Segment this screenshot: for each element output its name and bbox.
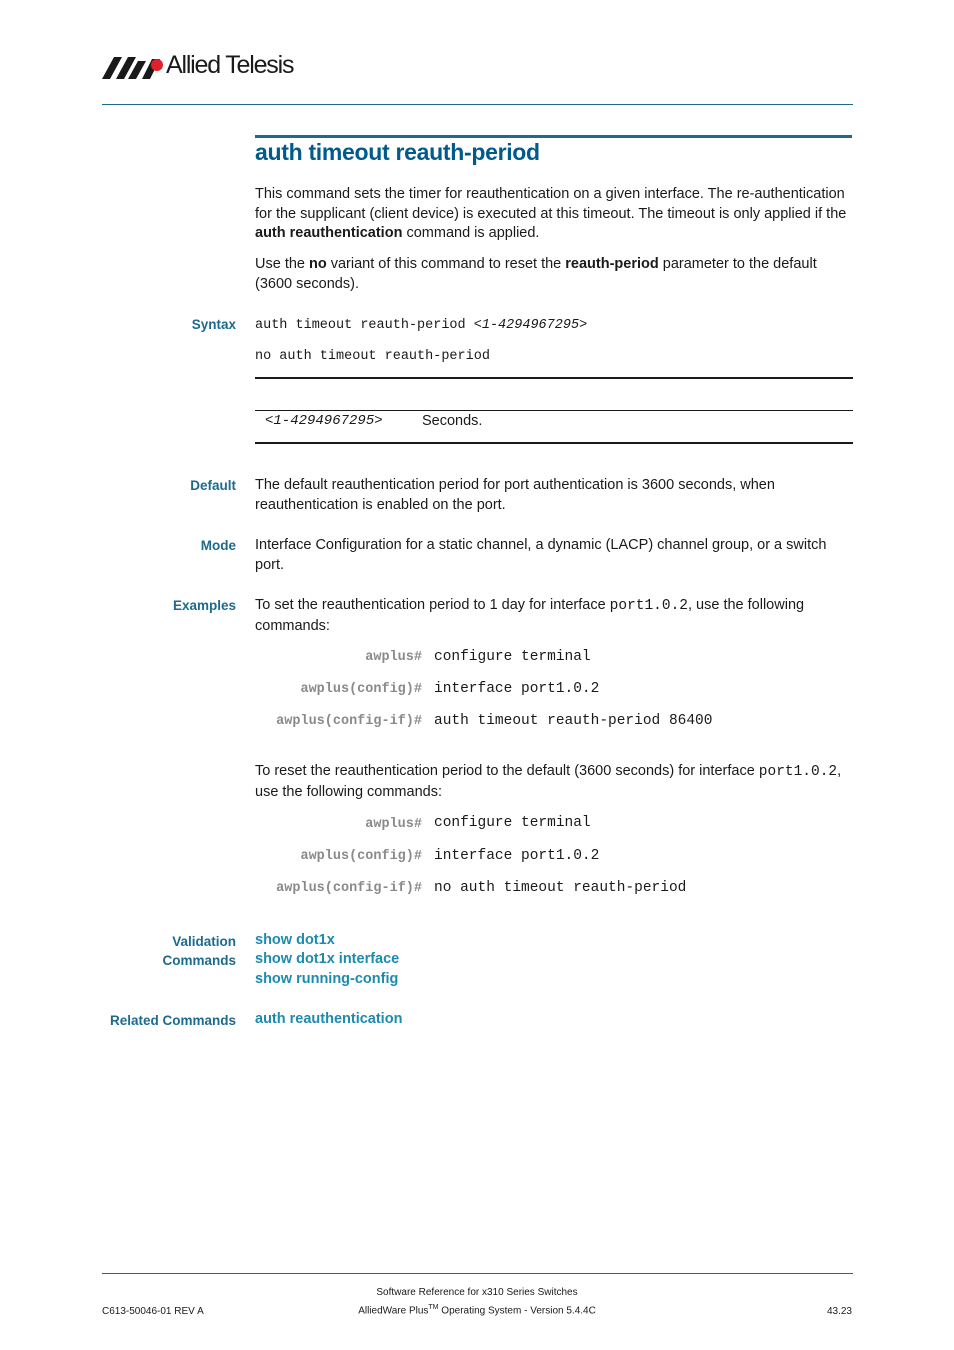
example-2-prompt-2: awplus(config)# [300,849,422,864]
related-heading: Related Commands [109,1013,236,1028]
example-2-command-2: interface port1.0.2 [434,848,600,864]
table-top-rule [255,377,853,379]
footer-doc-id: C613-50046-01 REV A [102,1306,204,1317]
footer-title: Software Reference for x310 Series Switches [376,1287,578,1298]
examples-intro-2: To reset the reauthentication period to the default (3600 seconds) for interface port1.0.2, use the following commands: [255,763,842,800]
table-description-cell: Seconds. [422,413,483,429]
syntax-line-2: no auth timeout reauth-period [255,349,490,364]
syntax-line-1: auth timeout reauth-period <1-4294967295> [255,318,588,333]
allied-telesis-logo [102,50,302,82]
table-bottom-rule [255,442,853,444]
example-1-command-2: interface port1.0.2 [434,681,600,697]
example-1-prompt-2: awplus(config)# [300,682,422,697]
page-title: auth timeout reauth-period [255,139,540,165]
examples-intro-1: To set the reauthentication period to 1 day for interface port1.0.2, use the following commands: [255,597,805,634]
logo-mark-icon [102,55,164,81]
example-2-command-1: configure terminal [434,815,591,831]
intro-paragraph-1: This command sets the timer for reauthentication on a given interface. The re-authentication for the supplicant (client device) is executed at this timeout. The timeout is only applied if the auth reauthentication command is applied. [255,186,847,241]
title-rule [255,135,852,138]
footer-version: AlliedWare Plus™ Operating System - Version 5.4.4C [358,1304,596,1317]
example-1-prompt-1: awplus# [365,650,422,665]
mode-text: Interface Configuration for a static channel, a dynamic (LACP) channel group, or a switch port. [255,537,827,573]
example-1-command-1: configure terminal [434,649,591,665]
logo-wordmark: Allied Telesis [166,51,294,79]
mode-heading: Mode [200,538,236,553]
link-show-running-config[interactable]: show running-config [255,971,399,987]
default-heading: Default [190,478,236,493]
validation-heading: Validation Commands [162,934,236,968]
example-1-prompt-3: awplus(config-if)# [276,714,422,729]
example-2-command-3: no auth timeout reauth-period [434,880,687,896]
link-show-dot1x[interactable]: show dot1x [255,932,335,948]
example-2-prompt-1: awplus# [365,817,422,832]
link-show-dot1x-interface[interactable]: show dot1x interface [255,951,400,967]
default-text: The default reauthentication period for port authentication is 3600 seconds, when reauthentication is enabled on the port. [255,477,775,513]
table-header-rule [255,410,853,411]
footer-page-number: 43.23 [826,1306,852,1317]
example-2-prompt-3: awplus(config-if)# [276,881,422,896]
table-param-cell: <1-4294967295> [265,413,383,429]
footer-rule [102,1273,853,1274]
syntax-heading: Syntax [191,317,236,332]
example-1-command-3: auth timeout reauth-period 86400 [434,713,713,729]
header-rule [102,104,853,105]
link-auth-reauthentication[interactable]: auth reauthentication [255,1011,403,1027]
intro-paragraph-2: Use the no variant of this command to reset the reauth-period parameter to the default (3600 seconds). [255,256,817,292]
examples-heading: Examples [172,598,236,613]
